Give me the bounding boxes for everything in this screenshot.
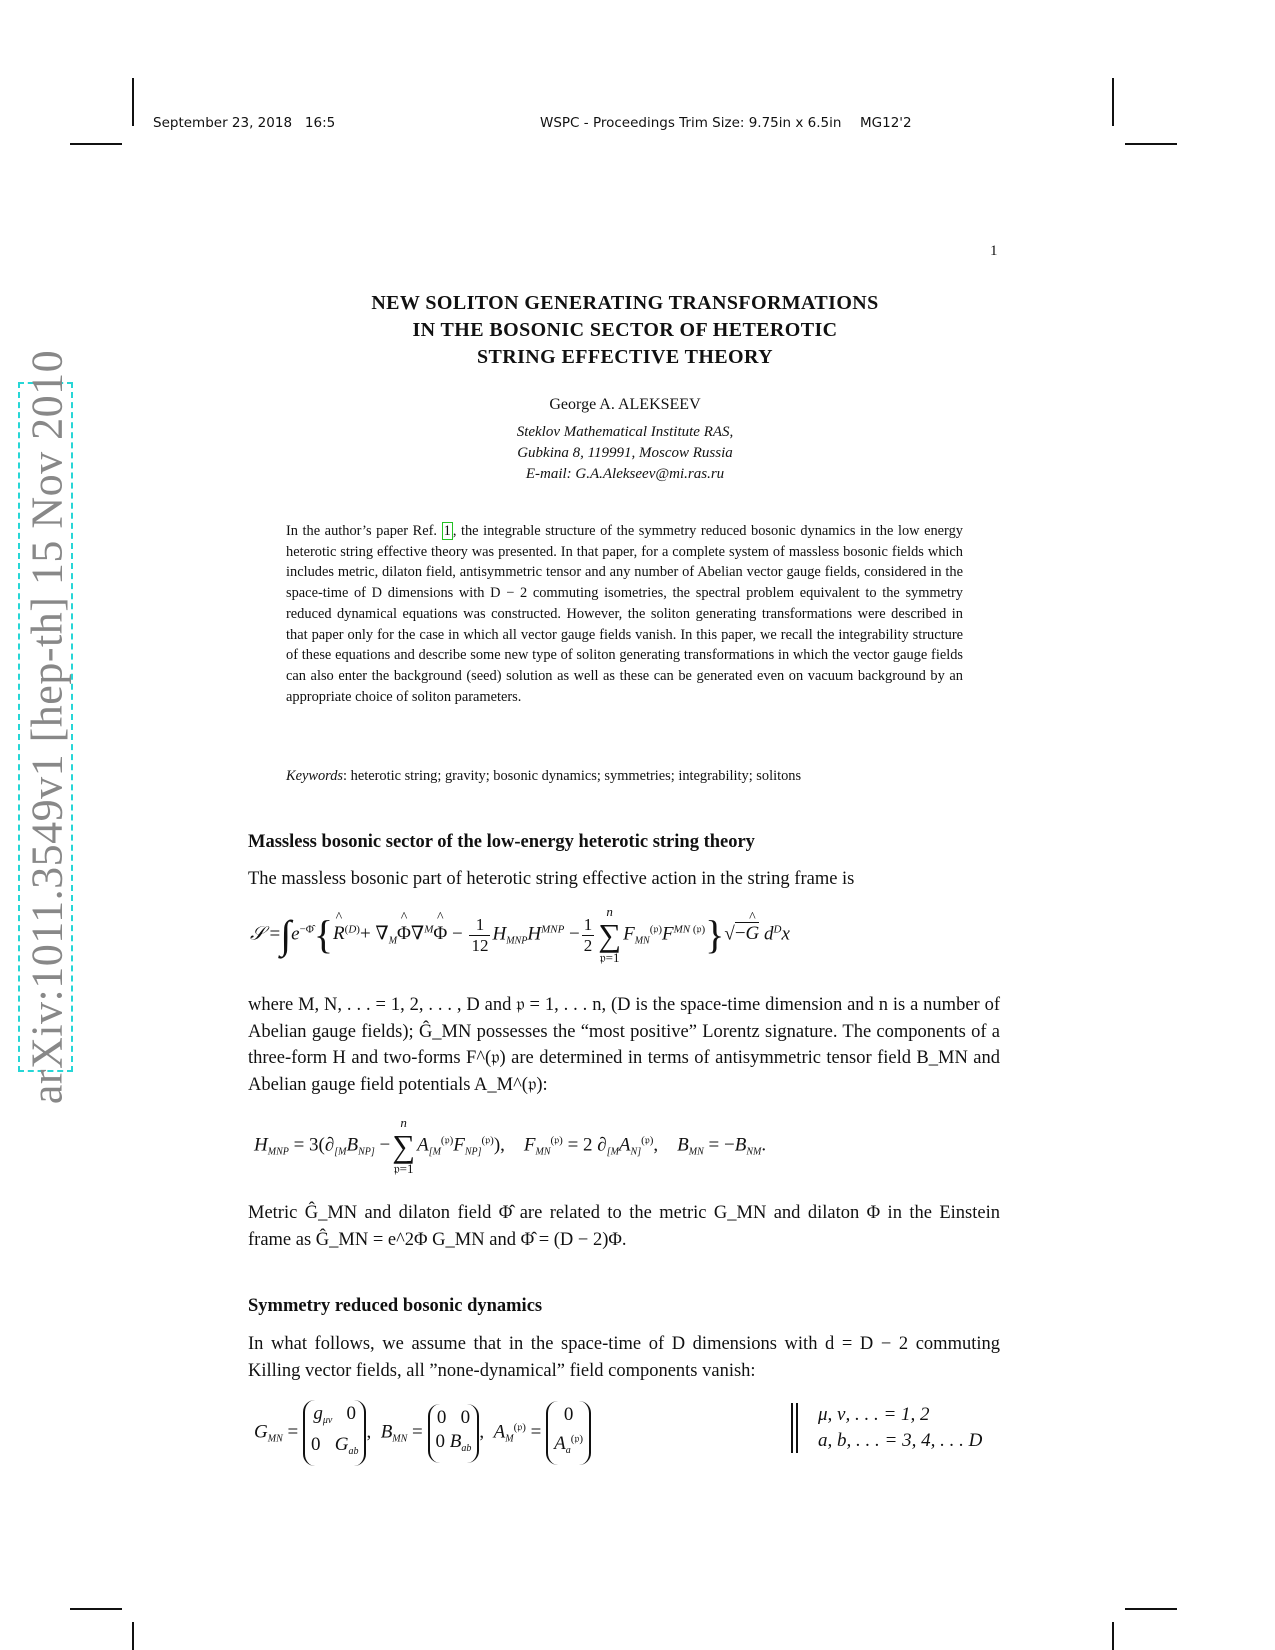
header-code: MG12'2 bbox=[860, 115, 912, 131]
crop-mark bbox=[132, 1622, 134, 1650]
index-ranges bbox=[818, 1402, 982, 1454]
header-date: September 23, 2018 16:5 bbox=[153, 115, 336, 131]
crop-mark bbox=[1112, 1622, 1114, 1650]
section-paragraph: The massless bosonic part of heterotic string effective action in the string frame is bbox=[248, 869, 855, 889]
crop-mark bbox=[70, 143, 122, 145]
section-paragraph: In what follows, we assume that in the space-time of D dimensions with d = D − 2 commuting Killing vector fields, all ”none-dynamical” field components vanish: bbox=[248, 1334, 1000, 1381]
separator bbox=[791, 1403, 793, 1453]
index-range-line: μ, ν, . . . = 1, 2 bbox=[818, 1404, 930, 1425]
crop-mark bbox=[132, 78, 134, 126]
field-strength-equation: $H_{MNP} = 3(\partial_{[M}B_{NP]}$ − n ∑ 𝔭=1 $A_{[M}^{(𝔭)}F_{NP]}^{(𝔭)}$), $F_{MN}^{(𝔭)} = 2$ $\partial_{[M}A_{N]}^{(𝔭)}$, $B_{MN} = -B_{NM}$. bbox=[254, 1115, 767, 1176]
index-range-line: a, b, . . . = 3, 4, . . . D bbox=[818, 1430, 983, 1451]
section-paragraph: Metric Ĝ_MN and dilaton field Φ̂ are related to the metric G_MN and dilaton Φ in the Einstein frame as Ĝ_MN = e^2Φ G_MN and Φ̂ = (D − 2)Φ. bbox=[248, 1203, 1000, 1250]
affiliation-email[interactable]: E-mail: G.A.Alekseev@mi.ras.ru bbox=[525, 466, 725, 482]
affiliation-line: Steklov Mathematical Institute RAS, bbox=[516, 424, 734, 440]
crop-mark bbox=[1112, 78, 1114, 126]
action-equation: 𝒮 $=\int e^{-\Phî}\{\^{}$ $R^{(D)}+$ $\nabla_M\^{}$ Φ∇$^M$^ Φ − $\frac{1}{12}$ $H_{MNP}H^{MNP}$ − $\frac{1}{2}$ n ∑ 𝔭=1 $F_{MN}^{(𝔭)}F^{MN (𝔭)}\}√-\^{}$ G $d^Dx$ bbox=[250, 905, 790, 965]
section-heading: Symmetry reduced bosonic dynamics bbox=[248, 1296, 543, 1316]
keywords: Keywords: heterotic string; gravity; bosonic dynamics; symmetries; integrability; solitons bbox=[286, 768, 802, 784]
title-line: IN THE BOSONIC SECTOR OF HETEROTIC bbox=[412, 319, 838, 341]
section-paragraph: where M, N, . . . = 1, 2, . . . , D and 𝔭 = 1, . . . n, (D is the space-time dimension and n is a number of Abelian gauge fields); Ĝ_MN possesses the “most positive” Lorentz signature. The components of a three-form H and two-forms F^(𝔭) are determined in terms of antisymmetric tensor field B_MN and Abelian gauge field potentials A_M^(𝔭): bbox=[248, 995, 1000, 1095]
header-journal: WSPC - Proceedings Trim Size: 9.75in x 6.5in bbox=[540, 115, 842, 131]
matrix-equation: $G_{MN}$ = $g_{\mu\nu}$ 0 0 $G_{ab}$ , $B_{MN}$ = 0 0 0 $B_{ab}$ , $A_M^{(𝔭)}$ = 0 $A_a^{(𝔭)}$ bbox=[254, 1400, 591, 1466]
abstract: In the author’s paper Ref. 1 , the integrable structure of the symmetry reduced bosonic dynamics in the low energy heterotic string effective theory was presented. In that paper, for a complete system of massless bosonic fields which includes metric, dilaton field, antisymmetric tensor and any number of Abelian vector gauge fields, considered in the space-time of D dimensions with D − 2 commuting isometries, the spectral problem equivalent to the symmetry reduced dynamical equations was constructed. However, the soliton generating transformations were described in that paper only for the case in which all vector gauge fields vanish. In this paper, we recall the integrability structure of these equations and describe some new type of soliton generating transformations in which the vector gauge fields can also enter the background (seed) solution as well as these can be generated even on vacuum background by an appropriate choice of soliton parameters. bbox=[286, 523, 963, 705]
affiliation bbox=[0, 422, 1250, 485]
paper-title bbox=[0, 290, 1250, 371]
crop-mark bbox=[1125, 1608, 1177, 1610]
section-heading: Massless bosonic sector of the low-energy heterotic string theory bbox=[248, 832, 755, 852]
affiliation-line: Gubkina 8, 119991, Moscow Russia bbox=[517, 445, 733, 461]
crop-mark bbox=[1125, 143, 1177, 145]
crop-mark bbox=[70, 1608, 122, 1610]
page-number: 1 bbox=[990, 243, 998, 259]
citation-link[interactable]: 1 bbox=[443, 523, 451, 539]
author-name: George A. ALEKSEEV bbox=[549, 396, 701, 413]
title-line: NEW SOLITON GENERATING TRANSFORMATIONS bbox=[371, 292, 879, 314]
separator bbox=[796, 1403, 798, 1453]
title-line: STRING EFFECTIVE THEORY bbox=[477, 346, 773, 368]
arxiv-watermark[interactable]: arXiv:1011.3549v1 [hep-th] 15 Nov 2010 bbox=[22, 349, 72, 1105]
